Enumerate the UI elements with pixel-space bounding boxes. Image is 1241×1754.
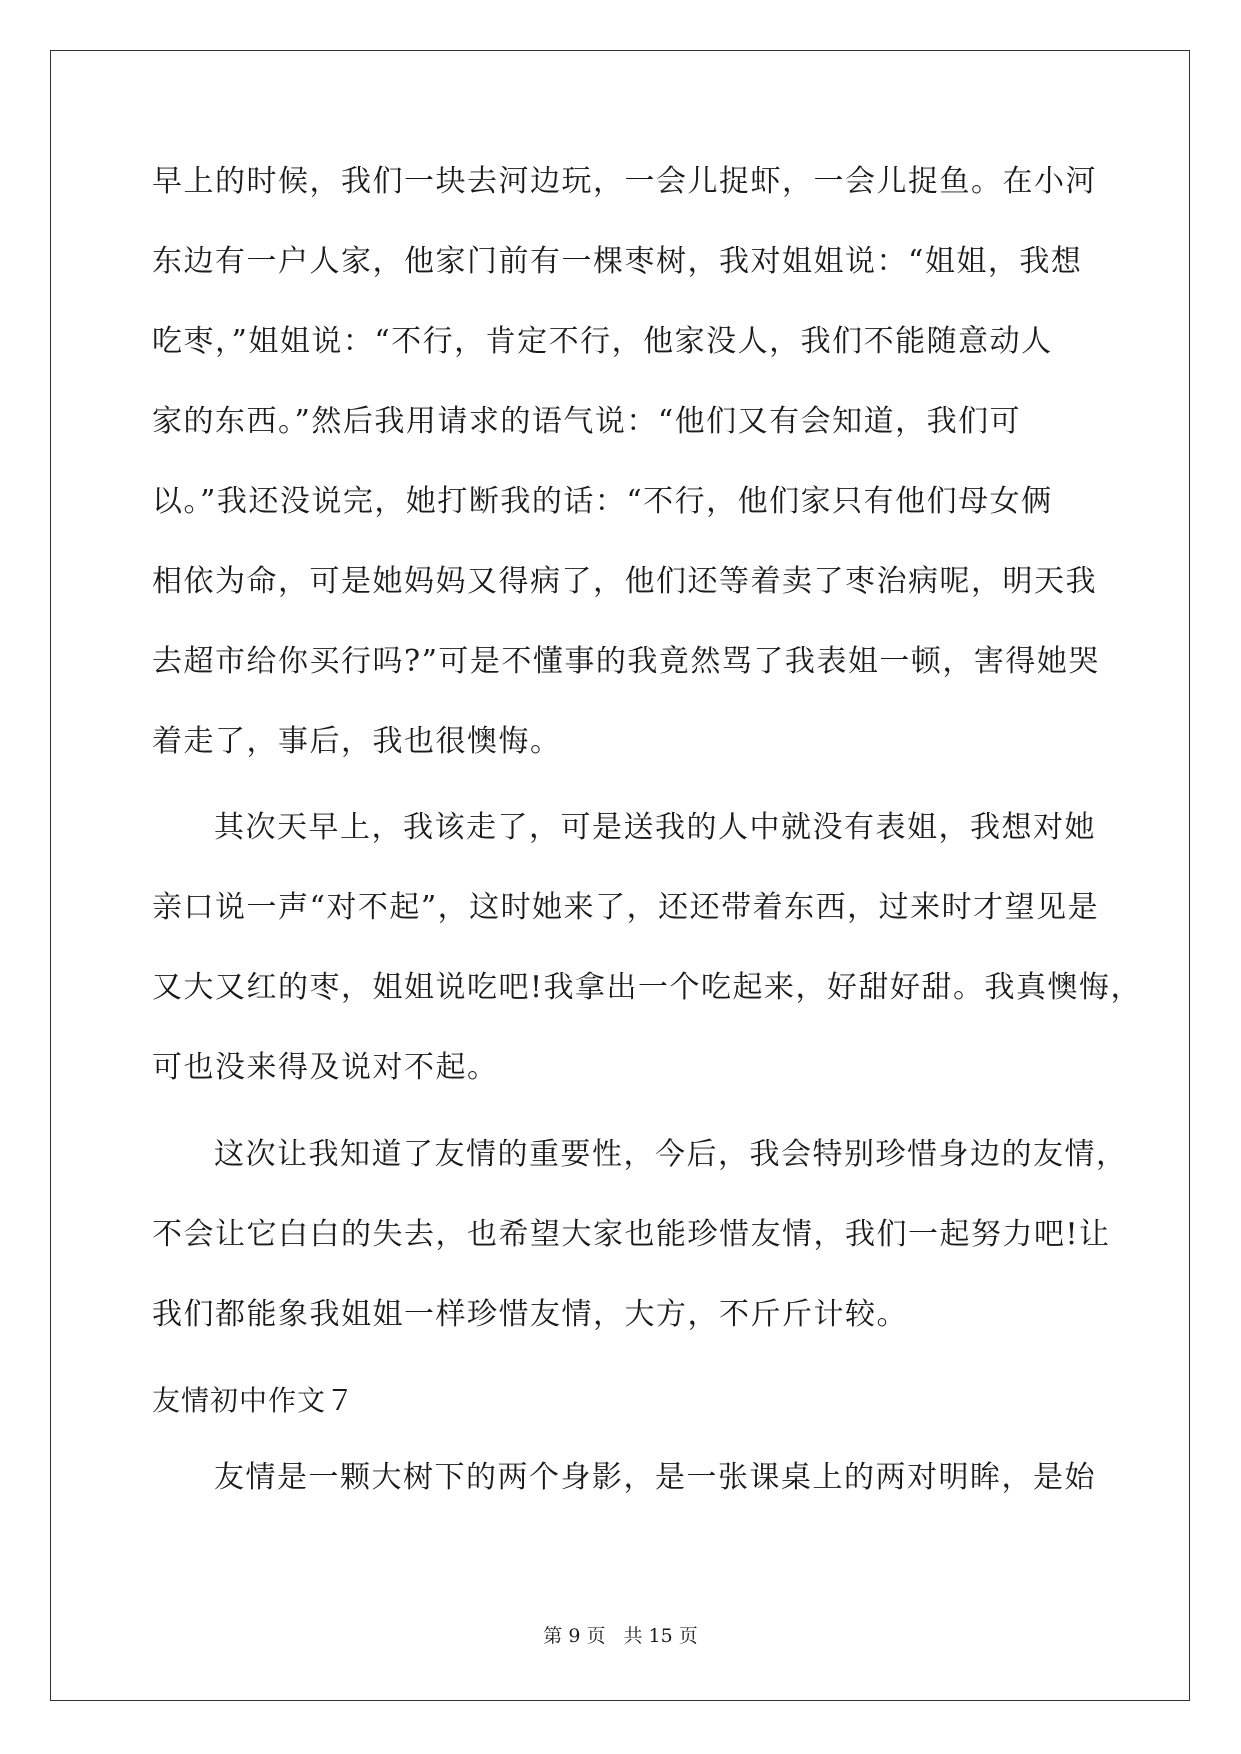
text-line: 我们都能象我姐姐一样珍惜友情，大方，不斤斤计较。	[152, 1297, 908, 1332]
paragraph-first-line: 这次让我知道了友情的重要性，今后，我会特别珍惜身边的友情，	[214, 1137, 1128, 1172]
page-border	[50, 50, 1190, 1701]
paragraph-first-line: 其次天早上，我该走了，可是送我的人中就没有表姐，我想对她	[214, 810, 1096, 845]
text-line: 以。”我还没说完，她打断我的话：“不行，他们家只有他们母女俩	[152, 484, 1053, 519]
text-line: 不会让它白白的失去，也希望大家也能珍惜友情，我们一起努力吧!让	[152, 1217, 1111, 1252]
section-heading: 友情初中作文７	[152, 1384, 356, 1417]
text-line: 去超市给你买行吗?”可是不懂事的我竟然骂了我表姐一顿，害得她哭	[152, 644, 1100, 679]
text-line: 又大又红的枣，姐姐说吃吧!我拿出一个吃起来，好甜好甜。我真懊悔，	[152, 970, 1143, 1005]
text-line: 早上的时候，我们一块去河边玩，一会儿捉虾，一会儿捉鱼。在小河	[152, 164, 1097, 199]
text-line: 相依为命，可是她妈妈又得病了，他们还等着卖了枣治病呢，明天我	[152, 564, 1097, 599]
text-line: 着走了，事后，我也很懊悔。	[152, 724, 562, 759]
page-total: 共 15 页	[623, 1625, 698, 1647]
page-number: 第 9 页	[543, 1625, 606, 1647]
text-line: 东边有一户人家，他家门前有一棵枣树，我对姐姐说：“姐姐，我想	[152, 244, 1083, 279]
text-line: 亲口说一声“对不起”，这时她来了，还还带着东西，过来时才望见是	[152, 890, 1100, 925]
text-line: 可也没来得及说对不起。	[152, 1050, 499, 1085]
page-footer	[0, 1624, 1241, 1648]
text-line: 吃枣，”姐姐说：“不行，肯定不行，他家没人，我们不能随意动人	[152, 324, 1053, 359]
paragraph-first-line: 友情是一颗大树下的两个身影，是一张课桌上的两对明眸，是始	[214, 1460, 1096, 1495]
text-line: 家的东西。”然后我用请求的语气说：“他们又有会知道，我们可	[152, 404, 1022, 439]
